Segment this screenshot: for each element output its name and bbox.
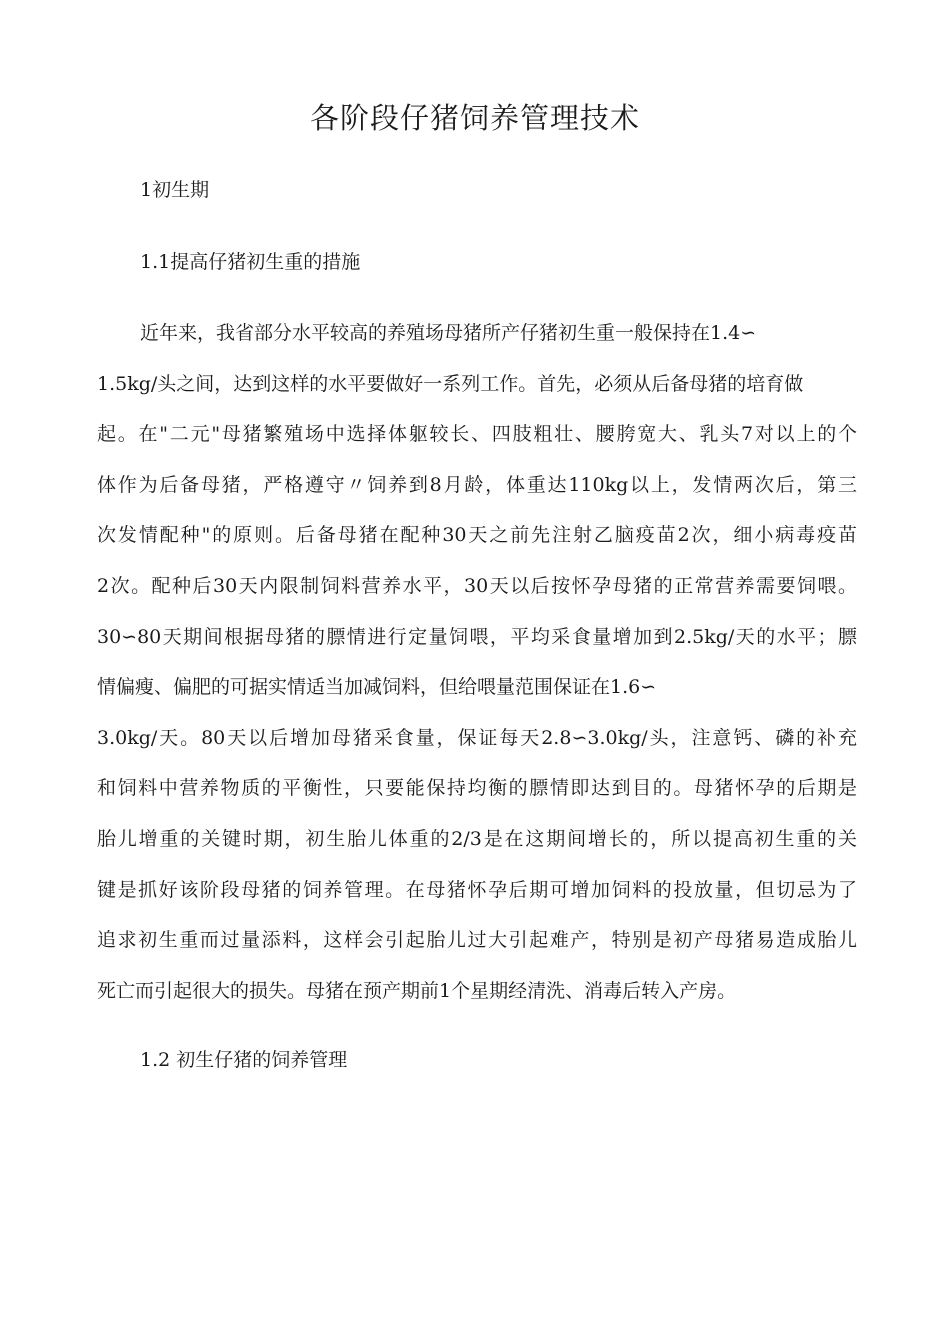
page-title: 各阶段仔猪饲养管理技术 <box>309 101 640 135</box>
paragraph-line: 体作为后备母猪，严格遵守〃饲养到8月龄，体重达110kg以上，发情两次后，第三 <box>97 473 857 496</box>
paragraph-line: 键是抓好该阶段母猪的饲养管理。在母猪怀孕后期可增加饲料的投放量，但切忌为了 <box>97 878 857 901</box>
paragraph-line: 起。在"二元"母猪繁殖场中选择体躯较长、四肢粗壮、腰胯宽大、乳头7对以上的个 <box>97 423 857 446</box>
paragraph-line: 次发情配种"的原则。后备母猪在配种30天之前先注射乙脑疫苗2次，细小病毒疫苗 <box>97 524 857 547</box>
body-paragraph <box>97 314 857 1022</box>
paragraph-line: 追求初生重而过量添料，这样会引起胎儿过大引起难产，特别是初产母猪易造成胎儿 <box>97 929 857 952</box>
paragraph-line: 1.5kg/头之间，达到这样的水平要做好一系列工作。首先，必须从后备母猪的培育做 <box>97 372 804 395</box>
paragraph-line: 和饲料中营养物质的平衡性，只要能保持均衡的膘情即达到目的。母猪怀孕的后期是 <box>97 777 857 800</box>
section-heading-1: 1初生期 <box>140 179 210 201</box>
section-heading-1-1: 1.1提高仔猪初生重的措施 <box>140 251 361 273</box>
paragraph-line: 30∽80天期间根据母猪的膘情进行定量饲喂，平均采食量增加到2.5kg/天的水平；膘 <box>97 625 857 648</box>
section-heading-1-2: 1.2 初生仔猪的饲养管理 <box>140 1049 348 1071</box>
paragraph-line: 2次。配种后30天内限制饲料营养水平，30天以后按怀孕母猪的正常营养需要饲喂。 <box>97 574 857 597</box>
paragraph-line: 3.0kg/天。80天以后增加母猪采食量，保证每天2.8∽3.0kg/头，注意钙、磷的补充 <box>97 726 857 749</box>
paragraph-line: 情偏瘦、偏肥的可据实情适当加减饲料，但给喂量范围保证在1.6∽ <box>97 676 657 699</box>
paragraph-line: 死亡而引起很大的损失。母猪在预产期前1个星期经清洗、消毒后转入产房。 <box>97 979 737 1002</box>
paragraph-line: 胎儿增重的关键时期，初生胎儿体重的2/3是在这期间增长的，所以提高初生重的关 <box>97 827 857 850</box>
paragraph-line: 近年来，我省部分水平较高的养殖场母猪所产仔猪初生重一般保持在1.4∽ <box>140 322 757 344</box>
